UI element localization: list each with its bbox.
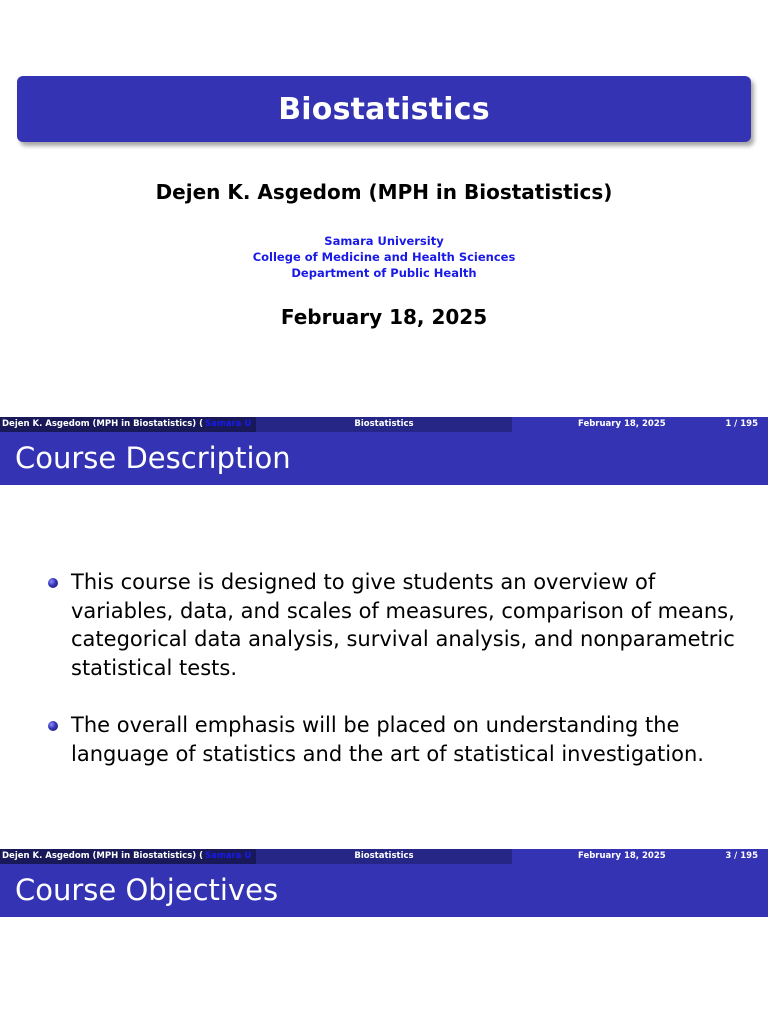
presentation-date: February 18, 2025 [280,305,488,329]
author-name: Dejen K. Asgedom (MPH in Biostatistics) [155,180,613,204]
slide-footer-1 [0,417,768,432]
footer-author-segment [0,849,256,864]
presentation-title: Biostatistics [278,91,490,127]
bullet-icon [48,721,58,731]
bullet-list [48,568,748,797]
bullet-item [48,568,748,682]
institute-college: College of Medicine and Health Sciences [252,250,516,264]
bullet-text: This course is designed to give students an overview of variables, data, and scales of measures, comparison of means, categorical data analysis, survival analysis, and nonparametric statistical tests. [71,570,735,680]
footer-title: Biostatistics [256,849,512,864]
frame-title-course-description: Course Description [0,432,768,485]
bullet-icon [48,578,58,588]
bullet-text: The overall emphasis will be placed on understanding the language of statistics and the art of statistical investigation. [71,713,704,766]
footer-author: Dejen K. Asgedom (MPH in Biostatistics) ( [2,851,204,861]
footer-date-segment [512,849,768,864]
footer-title: Biostatistics [256,417,512,432]
institute-block [0,233,768,281]
footer-date: February 18, 2025 [578,419,666,429]
institute-university: Samara University [324,234,444,248]
institute-department: Department of Public Health [291,266,477,280]
footer-institute: Samara U [203,849,253,864]
footer-institute: Samara U [203,417,253,432]
footer-date-segment [512,417,768,432]
frame-title-course-objectives: Course Objectives [0,864,768,917]
footer-author: Dejen K. Asgedom (MPH in Biostatistics) ( [2,419,204,429]
slide-footer-2 [0,849,768,864]
footer-date: February 18, 2025 [578,851,666,861]
bullet-item [48,711,748,768]
footer-author-segment [0,417,256,432]
title-banner [17,76,751,142]
footer-page-number: 3 / 195 [725,851,758,861]
footer-page-number: 1 / 195 [725,419,758,429]
